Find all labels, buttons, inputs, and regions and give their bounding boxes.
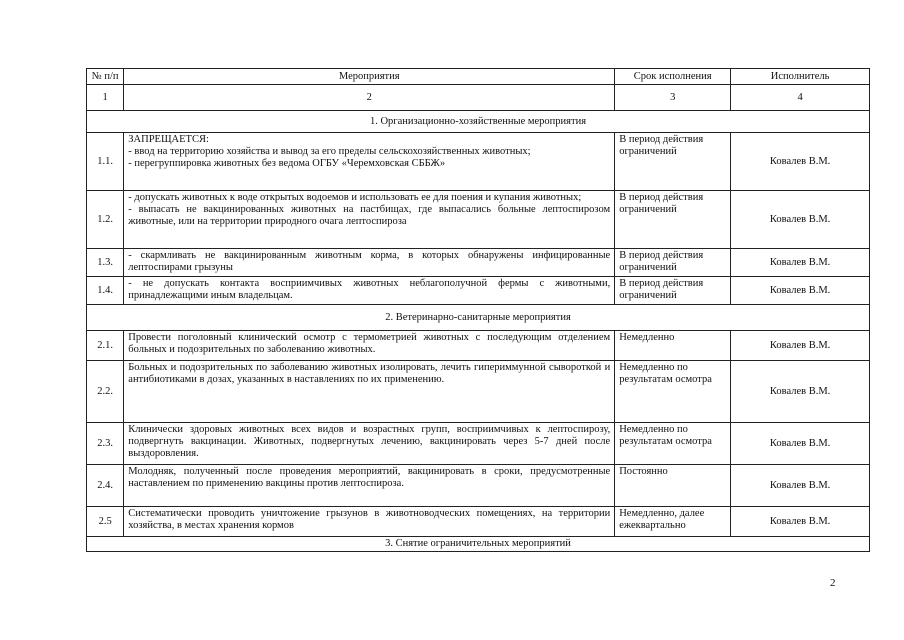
table-row	[87, 191, 870, 249]
table-header-row	[87, 69, 870, 85]
row-text: Провести поголовный клинический осмотр с термометрией животных с последующим отделением больных и подозрительных по заболеванию животных.	[124, 331, 615, 361]
section-title-3: 3. Снятие ограничительных мероприятий	[87, 537, 870, 552]
row-num: 2.3.	[87, 423, 124, 465]
table-row	[87, 423, 870, 465]
row-text: Клинически здоровых животных всех видов и возрастных групп, восприимчивых к лептоспирозу, подвергнуть вакцинации. Животных, подвергнутых лечению, вакцинировать через 5-7 дней после выздоровления.	[124, 423, 615, 465]
row-num: 1.2.	[87, 191, 124, 249]
row-num: 2.4.	[87, 465, 124, 507]
table-row	[87, 249, 870, 277]
row-executor: Ковалев В.М.	[731, 507, 870, 537]
section-title-2: 2. Ветеринарно-санитарные мероприятия	[87, 305, 870, 331]
row-executor: Ковалев В.М.	[731, 277, 870, 305]
row-text: - не допускать контакта восприимчивых животных неблагополучной фермы с животными, принадлежащими иным владельцам.	[124, 277, 615, 305]
section-row	[87, 305, 870, 331]
row-executor: Ковалев В.М.	[731, 465, 870, 507]
row-deadline: Немедленно по результатам осмотра	[615, 423, 731, 465]
row-deadline: Немедленно по результатам осмотра	[615, 361, 731, 423]
table-row	[87, 133, 870, 191]
row-text-line: - допускать животных к воде открытых водоемов и использовать ее для поения и купания животных;	[128, 192, 582, 203]
row-num: 2.5	[87, 507, 124, 537]
measures-table	[86, 68, 870, 552]
table-row	[87, 507, 870, 537]
col-number-1: 1	[87, 85, 124, 111]
table-row	[87, 465, 870, 507]
header-events: Мероприятия	[124, 69, 615, 85]
table-row	[87, 361, 870, 423]
row-num: 2.2.	[87, 361, 124, 423]
row-text: - скармливать не вакцинированным животным корма, в которых обнаружены инфицированные лептоспирами грызуны	[124, 249, 615, 277]
row-deadline: Постоянно	[615, 465, 731, 507]
row-text-line: ЗАПРЕЩАЕТСЯ:	[128, 134, 209, 145]
row-text: Больных и подозрительных по заболеванию животных изолировать, лечить гипериммунной сывороткой и антибиотиками в дозах, указанных в наставлениях по их применению.	[124, 361, 615, 423]
row-text-line: - выпасать не вакцинированных животных на пастбищах, где выпасались больные лептоспирозом животные, или на территории природного очага лептоспироза	[128, 204, 611, 227]
row-num: 1.1.	[87, 133, 124, 191]
row-deadline: В период действия ограничений	[615, 249, 731, 277]
row-executor: Ковалев В.М.	[731, 423, 870, 465]
section-row	[87, 537, 870, 552]
header-num: № п/п	[87, 69, 124, 85]
page-number: 2	[830, 577, 836, 589]
col-number-4: 4	[731, 85, 870, 111]
row-text	[124, 133, 615, 191]
col-number-3: 3	[615, 85, 731, 111]
header-executor: Исполнитель	[731, 69, 870, 85]
row-text-line: - ввод на территорию хозяйства и вывод за его пределы сельскохозяйственных животных;	[128, 146, 531, 157]
column-numbers-row	[87, 85, 870, 111]
row-executor: Ковалев В.М.	[731, 331, 870, 361]
table-row	[87, 331, 870, 361]
row-deadline: В период действия ограничений	[615, 191, 731, 249]
row-executor: Ковалев В.М.	[731, 361, 870, 423]
row-text: Систематически проводить уничтожение грызунов в животноводческих помещениях, на территории хозяйства, в местах хранения кормов	[124, 507, 615, 537]
table-row	[87, 277, 870, 305]
row-executor: Ковалев В.М.	[731, 249, 870, 277]
measures-table-container	[86, 68, 870, 552]
row-deadline: В период действия ограничений	[615, 133, 731, 191]
row-deadline: Немедленно, далее ежеквартально	[615, 507, 731, 537]
row-num: 2.1.	[87, 331, 124, 361]
row-executor: Ковалев В.М.	[731, 133, 870, 191]
row-deadline: В период действия ограничений	[615, 277, 731, 305]
header-deadline: Срок исполнения	[615, 69, 731, 85]
row-num: 1.4.	[87, 277, 124, 305]
row-executor: Ковалев В.М.	[731, 191, 870, 249]
row-text	[124, 191, 615, 249]
section-row	[87, 111, 870, 133]
col-number-2: 2	[124, 85, 615, 111]
section-title-1: 1. Организационно-хозяйственные мероприятия	[87, 111, 870, 133]
row-text-line: - перегруппировка животных без ведома ОГБУ «Черемховская СББЖ»	[128, 158, 446, 169]
row-deadline: Немедленно	[615, 331, 731, 361]
row-text: Молодняк, полученный после проведения мероприятий, вакцинировать в сроки, предусмотренные наставлением по применению вакцины против лептоспироза.	[124, 465, 615, 507]
row-num: 1.3.	[87, 249, 124, 277]
